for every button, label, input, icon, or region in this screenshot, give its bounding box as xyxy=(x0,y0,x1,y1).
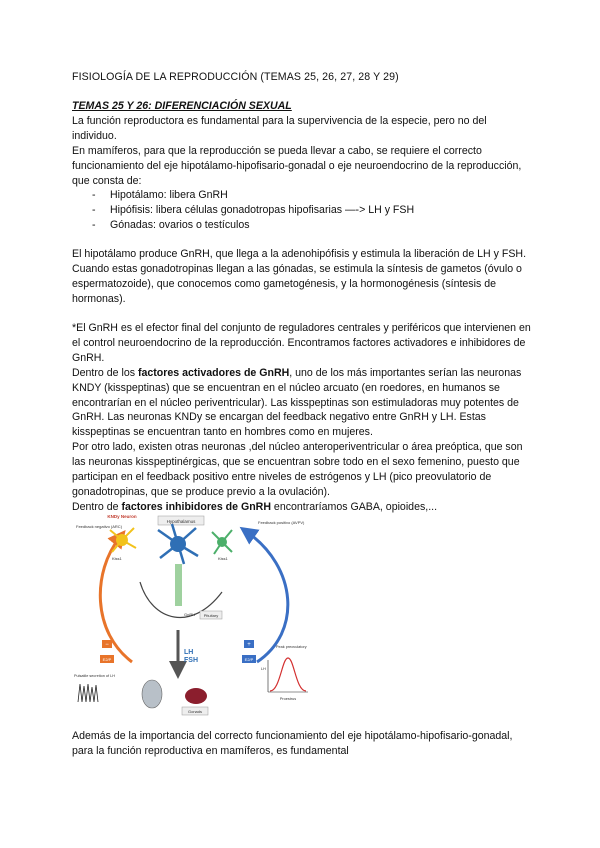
minus-sign: − xyxy=(105,642,109,648)
paragraph-3: El hipotálamo produce GnRH, que llega a la adenohipófisis y estimula la liberación de LH y FSH. Cuando estas gonadotropinas llegan a las gónadas, se estimula la síntesis de gametos (óvulo o espermatozoide), que conocemos como gametogénesis, y la hormonogénesis (síntesis de hormonas). xyxy=(72,248,527,305)
axis-list xyxy=(72,188,532,233)
kiss1-right-label: Kiss1 xyxy=(218,556,228,561)
body-text-top xyxy=(72,99,532,233)
testis-icon xyxy=(142,680,162,708)
paragraph-8: Además de la importancia del correcto funcionamiento del eje hipotálamo-hipofisario-gonadal, para la función reproductiva en mamíferos, es fundamental xyxy=(72,730,513,757)
gnrh-label: GnRH xyxy=(184,612,196,617)
pulsatile-trace xyxy=(78,684,98,702)
gonads-label: Gonads xyxy=(187,709,203,714)
list-item-text: Hipófisis: libera células gonadotropas hipofisarias —-> LH y FSH xyxy=(110,204,415,217)
kiss1-left-label: Kiss1 xyxy=(112,556,122,561)
list-item: - Hipófisis: libera células gonadotropas hipofisarias —-> LH y FSH xyxy=(92,204,415,217)
kiss1-neuron-icon xyxy=(212,530,232,554)
list-item: - Hipotálamo: libera GnRH xyxy=(92,189,228,202)
feedback-negative-label: Feedback negativo (ARC) xyxy=(76,524,123,529)
paragraph-7-pre: Dentro de xyxy=(72,500,122,513)
e2p-left-label: E2/P xyxy=(102,657,112,662)
paragraph-1: La función reproductora es fundamental para la supervivencia de la especie, pero no del individuo. xyxy=(72,114,487,142)
body-text-bottom xyxy=(72,729,532,759)
ovary-icon xyxy=(185,688,207,704)
paragraph-4: *El GnRH es el efector final del conjunto de reguladores centrales y periféricos que intervienen en el control neuroendocrino de la reproducción. Encontramos factores activadores e inhibidores de GnRH. xyxy=(72,322,531,364)
paragraph-5 xyxy=(72,366,532,441)
proestrus-label: Proestrus xyxy=(279,697,297,701)
list-item-text: Hipotálamo: libera GnRH xyxy=(110,189,228,202)
e2p-right-label: E2/P xyxy=(244,657,254,662)
peak-lh-axis-label: LH xyxy=(261,667,266,671)
activators-bold: factores activadores de GnRH xyxy=(137,366,290,379)
hypothalamus-label: Hypothalamus xyxy=(166,519,196,524)
body-text-factors xyxy=(72,321,532,515)
plus-sign: + xyxy=(247,642,251,648)
body-text-middle xyxy=(72,247,532,307)
pituitary-label: Pituitary xyxy=(203,613,219,618)
peak-curve xyxy=(270,658,306,691)
pulsatile-label: Pulsatile secretion of LH xyxy=(74,674,115,678)
gnrh-stalk xyxy=(175,564,182,606)
peak-label: Peak preovulatory xyxy=(276,645,307,649)
kndy-label: KNDy Neuron xyxy=(107,514,137,519)
list-item: - Gónadas: ovarios o testículos xyxy=(92,219,250,232)
hpg-axis-figure xyxy=(72,512,318,717)
inhibitors-bold: factores inhibidores de GnRH xyxy=(121,500,271,513)
kndy-neuron-icon xyxy=(110,528,136,552)
feedback-positive-label: Feedback positivo (AVPV) xyxy=(258,520,305,525)
document-title: FISIOLOGÍA DE LA REPRODUCCIÓN (TEMAS 25, 26, 27, 28 Y 29) xyxy=(72,71,399,83)
paragraph-7-post: encontraríamos GABA, opioides,... xyxy=(270,500,438,513)
gnrh-neuron-icon xyxy=(158,524,198,564)
paragraph-6: Por otro lado, existen otras neuronas ,del núcleo anteroperiventricular o área preóptica, que son las neuronas kisspeptinérgicas, que se encuentran sobre todo en el sexo femenino, puesto que participan en el feedback positivo entre niveles de estrógenos y LH (pico preovulatorio de gonadotropinas, que se produce previo a la ovulación). xyxy=(72,441,523,498)
paragraph-2: En mamíferos, para que la reproducción se pueda llevar a cabo, se requiere el correcto funcionamiento del eje hipotálamo-hipofisario-gonadal o eje neuroendocrino de la reproducción, que consta de: xyxy=(72,144,522,187)
fsh-label: FSH xyxy=(184,657,198,664)
paragraph-5-pre: Dentro de los xyxy=(72,366,138,379)
paragraph-5-post: , uno de los más importantes serían las neuronas KNDY (kisspeptinas) que se encuentran en el núcleo arcuato (en roedores, en humanos se encontrarían en el núcleo periventricular). Las kisspeptinas son estimuladoras muy potentes de GnRH. Las neuronas KNDy se encargan del feedback negativo entre GnRH y LH. Estas kisspeptinas se encuentran tanto en hombres como en mujeres. xyxy=(72,366,522,439)
section-title: TEMAS 25 Y 26: DIFERENCIACIÓN SEXUAL xyxy=(72,100,292,112)
list-item-text: Gónadas: ovarios o testículos xyxy=(110,219,250,232)
lh-label: LH xyxy=(184,649,194,656)
